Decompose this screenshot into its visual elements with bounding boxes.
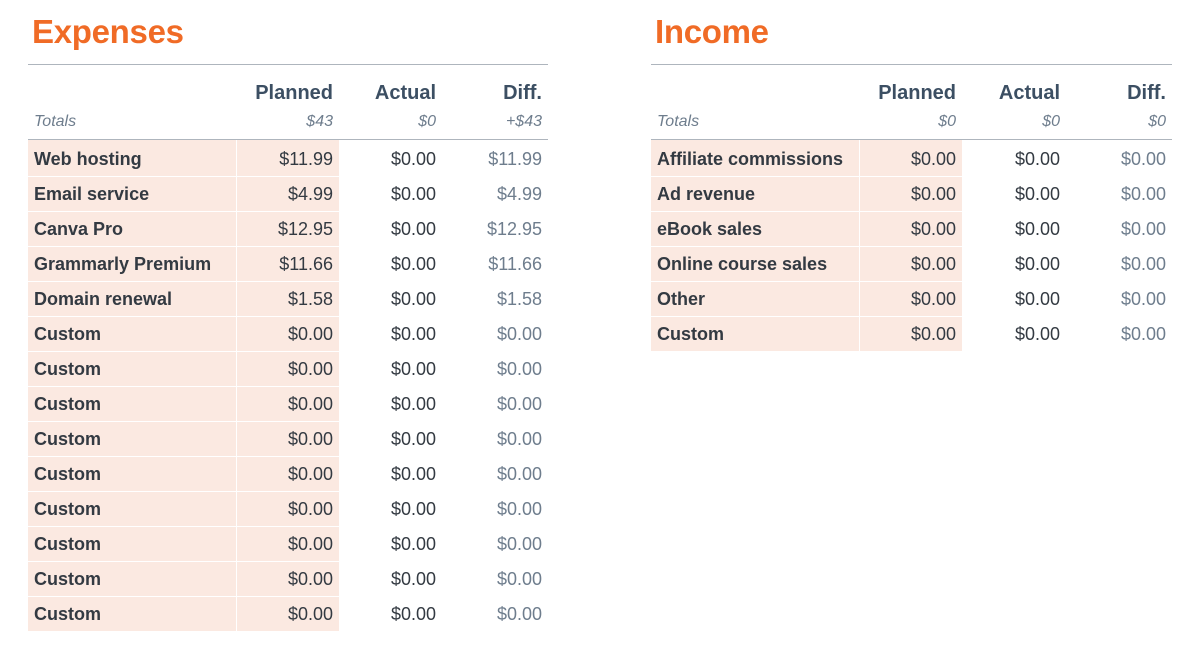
planned-cell[interactable]: $1.58: [236, 282, 339, 317]
actual-cell[interactable]: $0.00: [339, 177, 442, 212]
expenses-totals-row: [28, 105, 548, 140]
category-cell[interactable]: Web hosting: [28, 140, 236, 177]
planned-cell[interactable]: $0.00: [859, 212, 962, 247]
income-rows: [651, 140, 1172, 352]
planned-column-header: Planned: [236, 65, 339, 106]
table-row: [28, 352, 548, 387]
planned-cell[interactable]: $0.00: [859, 282, 962, 317]
table-row: [651, 317, 1172, 352]
category-cell[interactable]: Custom: [28, 457, 236, 492]
diff-column-header: Diff.: [442, 65, 548, 106]
planned-cell[interactable]: $0.00: [236, 352, 339, 387]
actual-cell[interactable]: $0.00: [962, 212, 1066, 247]
diff-cell: $0.00: [1066, 317, 1172, 352]
table-row: [28, 492, 548, 527]
actual-cell[interactable]: $0.00: [339, 212, 442, 247]
actual-cell[interactable]: $0.00: [339, 387, 442, 422]
table-row: [28, 317, 548, 352]
actual-cell[interactable]: $0.00: [339, 422, 442, 457]
actual-cell[interactable]: $0.00: [339, 457, 442, 492]
diff-cell: $11.66: [442, 247, 548, 282]
table-row: [28, 562, 548, 597]
diff-cell: $0.00: [442, 422, 548, 457]
diff-cell: $0.00: [1066, 282, 1172, 317]
actual-cell[interactable]: $0.00: [962, 177, 1066, 212]
category-cell[interactable]: Affiliate commissions: [651, 140, 859, 177]
planned-cell[interactable]: $0.00: [236, 492, 339, 527]
actual-cell[interactable]: $0.00: [339, 527, 442, 562]
planned-cell[interactable]: $0.00: [236, 527, 339, 562]
category-cell[interactable]: Custom: [28, 317, 236, 352]
planned-total: $43: [236, 105, 339, 140]
table-row: [28, 597, 548, 632]
actual-cell[interactable]: $0.00: [339, 562, 442, 597]
category-cell[interactable]: Domain renewal: [28, 282, 236, 317]
category-cell[interactable]: Custom: [651, 317, 859, 352]
actual-total: $0: [962, 105, 1066, 140]
table-row: [651, 140, 1172, 177]
category-cell[interactable]: Custom: [28, 597, 236, 632]
table-row: [28, 282, 548, 317]
planned-cell[interactable]: $12.95: [236, 212, 339, 247]
table-row: [28, 527, 548, 562]
diff-cell: $0.00: [442, 352, 548, 387]
actual-cell[interactable]: $0.00: [339, 597, 442, 632]
table-row: [28, 212, 548, 247]
income-totals-row: [651, 105, 1172, 140]
planned-cell[interactable]: $4.99: [236, 177, 339, 212]
diff-cell: $1.58: [442, 282, 548, 317]
actual-cell[interactable]: $0.00: [962, 282, 1066, 317]
table-row: [651, 282, 1172, 317]
table-row: [651, 212, 1172, 247]
category-cell[interactable]: Custom: [28, 492, 236, 527]
diff-cell: $0.00: [442, 317, 548, 352]
category-cell[interactable]: Custom: [28, 387, 236, 422]
planned-total: $0: [859, 105, 962, 140]
actual-cell[interactable]: $0.00: [339, 247, 442, 282]
planned-cell[interactable]: $0.00: [236, 422, 339, 457]
diff-cell: $0.00: [442, 597, 548, 632]
diff-column-header: Diff.: [1066, 65, 1172, 106]
planned-cell[interactable]: $0.00: [859, 317, 962, 352]
totals-label: Totals: [28, 105, 236, 140]
category-column-header: [28, 65, 236, 106]
actual-cell[interactable]: $0.00: [962, 247, 1066, 282]
actual-cell[interactable]: $0.00: [962, 317, 1066, 352]
diff-cell: $11.99: [442, 140, 548, 177]
planned-cell[interactable]: $11.66: [236, 247, 339, 282]
diff-cell: $0.00: [442, 492, 548, 527]
diff-cell: $0.00: [1066, 177, 1172, 212]
expenses-header-row: [28, 65, 548, 106]
diff-cell: $0.00: [442, 457, 548, 492]
category-cell[interactable]: Custom: [28, 527, 236, 562]
category-column-header: [651, 65, 859, 106]
diff-cell: $12.95: [442, 212, 548, 247]
planned-cell[interactable]: $0.00: [236, 597, 339, 632]
actual-column-header: Actual: [962, 65, 1066, 106]
planned-cell[interactable]: $0.00: [859, 140, 962, 177]
category-cell[interactable]: Custom: [28, 422, 236, 457]
actual-cell[interactable]: $0.00: [339, 282, 442, 317]
table-row: [28, 140, 548, 177]
diff-cell: $0.00: [1066, 212, 1172, 247]
planned-cell[interactable]: $0.00: [236, 562, 339, 597]
table-row: [28, 177, 548, 212]
diff-total: +$43: [442, 105, 548, 140]
actual-cell[interactable]: $0.00: [962, 140, 1066, 177]
planned-cell[interactable]: $0.00: [859, 247, 962, 282]
category-cell[interactable]: Canva Pro: [28, 212, 236, 247]
totals-label: Totals: [651, 105, 859, 140]
category-cell[interactable]: Online course sales: [651, 247, 859, 282]
actual-cell[interactable]: $0.00: [339, 317, 442, 352]
diff-cell: $0.00: [442, 562, 548, 597]
diff-cell: $4.99: [442, 177, 548, 212]
category-cell[interactable]: eBook sales: [651, 212, 859, 247]
expenses-rows: [28, 140, 548, 632]
diff-cell: $0.00: [1066, 247, 1172, 282]
planned-cell[interactable]: $11.99: [236, 140, 339, 177]
actual-column-header: Actual: [339, 65, 442, 106]
diff-total: $0: [1066, 105, 1172, 140]
category-cell[interactable]: Custom: [28, 562, 236, 597]
income-title: Income: [655, 13, 769, 50]
diff-cell: $0.00: [442, 387, 548, 422]
actual-cell[interactable]: $0.00: [339, 492, 442, 527]
table-row: [651, 247, 1172, 282]
planned-cell[interactable]: $0.00: [859, 177, 962, 212]
income-header-row: [651, 65, 1172, 106]
category-cell[interactable]: Ad revenue: [651, 177, 859, 212]
planned-cell[interactable]: $0.00: [236, 457, 339, 492]
table-row: [28, 457, 548, 492]
diff-cell: $0.00: [442, 527, 548, 562]
expenses-title: Expenses: [32, 13, 184, 50]
actual-cell[interactable]: $0.00: [339, 140, 442, 177]
planned-column-header: Planned: [859, 65, 962, 106]
table-row: [28, 247, 548, 282]
income-table: [651, 64, 1172, 352]
table-row: [28, 422, 548, 457]
expenses-table: [28, 64, 548, 632]
table-row: [28, 387, 548, 422]
category-cell[interactable]: Grammarly Premium: [28, 247, 236, 282]
category-cell[interactable]: Email service: [28, 177, 236, 212]
planned-cell[interactable]: $0.00: [236, 317, 339, 352]
planned-cell[interactable]: $0.00: [236, 387, 339, 422]
category-cell[interactable]: Custom: [28, 352, 236, 387]
category-cell[interactable]: Other: [651, 282, 859, 317]
actual-cell[interactable]: $0.00: [339, 352, 442, 387]
table-row: [651, 177, 1172, 212]
diff-cell: $0.00: [1066, 140, 1172, 177]
actual-total: $0: [339, 105, 442, 140]
